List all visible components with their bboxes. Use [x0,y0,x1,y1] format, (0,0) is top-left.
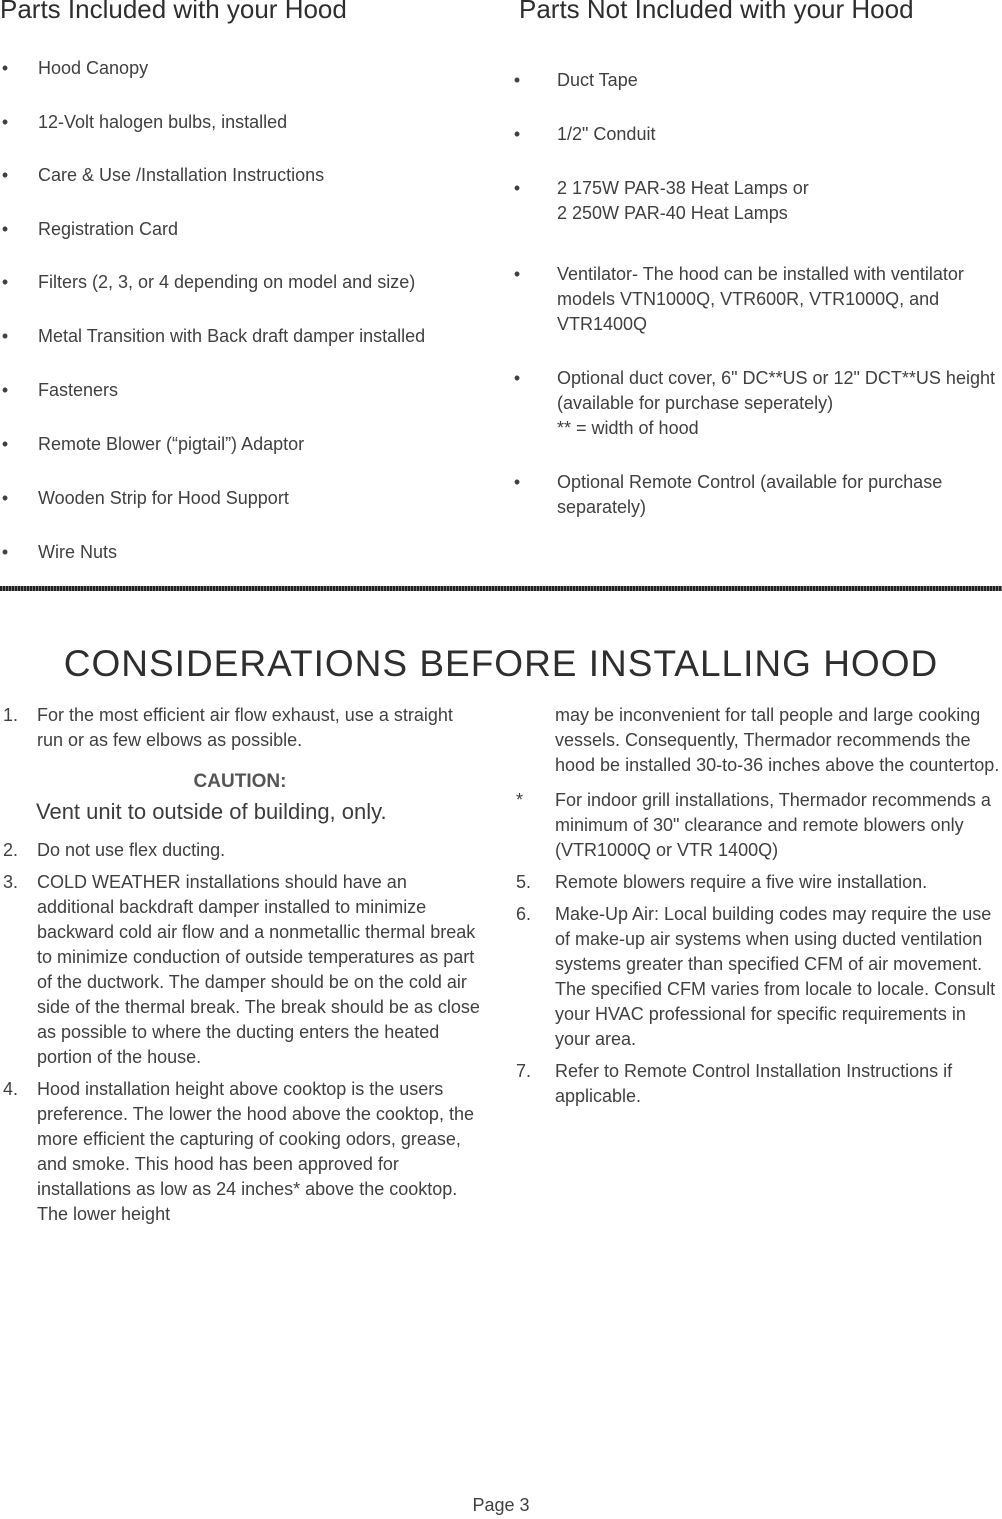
list-item: • Registration Card [0,217,178,242]
list-item: • Care & Use /Installation Instructions [0,163,324,188]
list-item [510,1059,1002,1109]
caution-label: CAUTION: [193,771,287,792]
bullet-icon: • [1,58,9,78]
bullet-icon: • [513,472,521,492]
item-text: Do not use flex ducting. [37,840,226,860]
list-item: • Optional duct cover, 6" DC**US or 12" DCT**US height (available for purchase seperately) ** = width of hood [513,368,995,438]
list-item: • 2 175W PAR-38 Heat Lamps or 2 250W PAR-40 Heat Lamps [513,178,809,223]
item-number: 1. [3,705,19,725]
item-number: 7. [516,1061,532,1081]
list-item: • Wire Nuts [0,540,117,565]
item-number: 4. [3,1079,19,1099]
bullet-icon: • [513,70,521,90]
item-text: Remote blowers require a five wire installation. [555,872,928,892]
caution-text: Vent unit to outside of building, only. [36,799,387,824]
list-item: • 1/2" Conduit [512,122,997,147]
list-item: • Filters (2, 3, or 4 depending on model and size) [0,270,415,295]
item-text: Make-Up Air: Local building codes may require the use of make-up air systems when using ducted ventilation systems greater than specified CFM of air movement. The specified CFM varies from locale to locale. Consult your HVAC professional for specific requirements in your area. [555,904,996,1049]
bullet-icon: • [513,368,521,388]
page-number: Page 3 [472,1495,530,1515]
list-item: • Wooden Strip for Hood Support [0,486,289,511]
item-number: 2. [3,840,19,860]
list-item: • Remote Blower (“pigtail”) Adaptor [0,432,304,457]
bullet-icon: • [1,542,9,562]
list-item: • Duct Tape [512,68,997,93]
considerations-left-column [0,703,480,1227]
list-item [0,1077,480,1227]
item-text: For the most efficient air flow exhaust, use a straight run or as few elbows as possible. [37,705,453,750]
footnote [510,788,1002,863]
parts-included-heading: Parts Included with your Hood [0,0,347,24]
list-item [510,902,1002,1052]
list-item [510,870,1002,895]
item-number: 6. [516,904,532,924]
list-item: • 12-Volt halogen bulbs, installed [0,110,287,135]
bullet-icon: • [1,112,9,132]
bullet-icon: • [1,326,9,346]
bullet-icon: • [1,380,9,400]
list-item: • Metal Transition with Back draft damper installed [0,324,425,349]
list-item [0,703,480,753]
bullet-icon: • [513,264,521,284]
bullet-icon: • [513,178,521,198]
bullet-icon: • [1,272,9,292]
section-divider [0,586,1002,591]
bullet-icon: • [1,488,9,508]
list-item: • Hood Canopy [0,56,148,81]
parts-not-included-heading: Parts Not Included with your Hood [519,0,914,24]
list-item: • Ventilator- The hood can be installed with ventilator models VTN1000Q, VTR600R, VTR1000Q, and VTR1400Q [513,264,964,334]
item-text: Hood installation height above cooktop is the users preference. The lower the hood above the cooktop, the more efficient the capturing of cooking odors, grease, and smoke. This hood has been approved for installations as low as 24 inches* above the cooktop. The lower height [37,1079,474,1224]
bullet-icon: • [1,165,9,185]
list-item: • Fasteners [0,378,118,403]
item-continuation: may be inconvenient for tall people and large cooking vessels. Consequently, Thermador recommends the hood be installed 30-to-36 inches above the countertop. [555,705,1000,775]
item-number: 5. [516,872,532,892]
footnote-text: For indoor grill installations, Thermador recommends a minimum of 30" clearance and remote blowers only (VTR1000Q or VTR 1400Q) [555,790,991,860]
list-item [0,870,480,1070]
considerations-right-column [510,703,1002,1109]
list-item [0,838,480,863]
footnote-mark: * [516,790,524,810]
item-text: COLD WEATHER installations should have an additional backdraft damper installed to minimize backward cold air flow and a nonmetallic thermal break to minimize conduction of outside temperatures as part of the ductwork. The damper should be on the cold air side of the thermal break. The break should be as close as possible to where the ducting enters the heated portion of the house. [37,872,480,1067]
parts-not-included-list [512,0,1000,580]
parts-included-list [0,0,490,580]
bullet-icon: • [1,434,9,454]
bullet-icon: • [1,219,9,239]
bullet-icon: • [513,124,521,144]
item-text: Refer to Remote Control Installation Instructions if applicable. [555,1061,953,1106]
item-number: 3. [3,872,19,892]
list-item: • Optional Remote Control (available for purchase separately) [513,472,943,517]
page-title: CONSIDERATIONS BEFORE INSTALLING HOOD [63,643,939,684]
